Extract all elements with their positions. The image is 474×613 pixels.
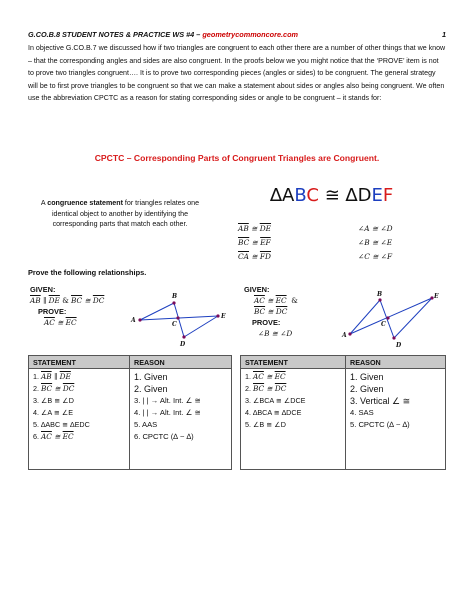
proof1-given [30, 284, 104, 328]
op: ≅ [54, 384, 61, 393]
proof1-diagram [128, 288, 236, 348]
prove-statement: ∠B ≅ ∠D [258, 329, 293, 338]
reason-row: 6. CPCTC (∆ ~ ∆) [134, 432, 194, 441]
seg: $\overline{EC}$ [62, 432, 74, 441]
seg: $\overline{EC}$ [274, 372, 286, 381]
angle-left: ∠A [358, 224, 370, 233]
point-label-c: C [172, 321, 177, 328]
proof1-lines [140, 303, 218, 337]
given-seg: $\overline{AC}$ [254, 296, 265, 305]
reason-row: 2. Given [350, 384, 384, 394]
triangle-symbol: ∆ [270, 185, 283, 206]
vertex-c: C [306, 185, 319, 206]
proof2-diagram [338, 290, 442, 352]
reason-row: 3. Vertical ∠ ≅ [350, 396, 411, 406]
proof1-table [28, 355, 232, 470]
angle-left: ∠B [358, 238, 370, 247]
reason-row: 1. Given [350, 372, 384, 382]
statement-row: 3. ∠BCA ≅ ∠DCE [245, 396, 306, 405]
point-label-c: C [381, 321, 386, 328]
row-num: 6. [33, 432, 39, 441]
seg: $\overline{DE}$ [59, 372, 71, 381]
side-pair-2 [238, 238, 271, 247]
reason-header: REASON [130, 356, 232, 369]
given-seg: $\overline{BC}$ [254, 307, 266, 316]
op: ≅ [54, 432, 61, 441]
op: ≅ [266, 372, 273, 381]
row-num: 1. [33, 372, 39, 381]
proof2-given [244, 284, 298, 339]
seg: $\overline{DC}$ [274, 384, 287, 393]
congruence-post: for triangles relates one identical object to another by identifying the corresponding parts that match each other. [51, 199, 200, 229]
given-seg: $\overline{DC}$ [92, 296, 105, 305]
side-right: $\overline{EF}$ [260, 238, 271, 247]
point-label-d: D [180, 341, 186, 348]
congruent-symbol: ≅ [371, 224, 379, 233]
given-seg: $\overline{EC}$ [275, 296, 287, 305]
reason-row: 1. Given [134, 372, 168, 382]
proof2-lines [350, 298, 432, 338]
side-right: $\overline{DE}$ [259, 224, 272, 233]
congruent-symbol: ≅ [84, 296, 91, 305]
reason-column [346, 369, 446, 470]
parallel-symbol: ∥ [42, 296, 47, 305]
angle-right: ∠F [380, 252, 393, 261]
seg: $\overline{AC}$ [253, 372, 264, 381]
congruent-symbol: ≅ [267, 296, 274, 305]
point-label-d: D [396, 342, 402, 349]
point-label-b: B [377, 291, 383, 298]
reason-row: 2. Given [134, 384, 168, 394]
cpctc-definition: CPCTC – Corresponding Parts of Congruent Triangles are Congruent. [94, 153, 380, 163]
statement-row: 3. ∠B ≅ ∠D [33, 396, 74, 405]
vertex-a: A [282, 185, 295, 206]
congruence-statement-note [40, 198, 200, 230]
point-label-a: A [342, 332, 347, 339]
angle-pair-2 [358, 238, 392, 247]
reason-row: 4. SAS [350, 408, 374, 417]
congruent-symbol: ≅ [372, 252, 379, 261]
point-label-a: A [131, 317, 136, 324]
statement-header: STATEMENT [29, 356, 130, 369]
header-title: G.CO.B.8 STUDENT NOTES & PRACTICE WS #4 – [28, 30, 201, 39]
seg: $\overline{BC}$ [41, 384, 53, 393]
point-label-e: E [221, 313, 226, 320]
congruent-symbol: ≅ [251, 252, 258, 261]
vertex-b: B [294, 185, 307, 206]
congruent-triangle-symbol: ≅ ∆ [319, 185, 358, 206]
angle-left: ∠C [358, 252, 370, 261]
intro-paragraph: In objective G.CO.B.7 we discussed how if two triangles are congruent to each other there are a number of other things that we know – that the corresponding angles and sides are also congruent. In the proofs below we you might notice that the ‘PROVE’ item is not to prove two triangles congruent…. It is to prove two corresponding pieces (angles or sides) to be congruent. The general strategy will be to first prove triangles to be congruent so that we can make a statement about sides or angles also being congruent. We often use the abbreviation CPCTC as a reason for stating corresponding sides or angle to be congruent – it stands for: [28, 44, 446, 103]
seg: $\overline{DC}$ [62, 384, 75, 393]
angle-pair-3 [358, 252, 392, 261]
reason-row: 4. | | → Alt. Int. ∠ ≅ [134, 408, 201, 417]
triangle-congruence-statement [270, 185, 393, 206]
statement-row: 5. ∠B ≅ ∠D [245, 420, 286, 429]
congruent-symbol: ≅ [371, 238, 379, 247]
statement-row [33, 371, 125, 383]
reason-header: REASON [346, 356, 446, 369]
row-num: 2. [245, 384, 251, 393]
op: ≅ [266, 384, 273, 393]
statement-column [29, 369, 130, 470]
vertex-e: E [371, 185, 383, 206]
given-seg: $\overline{BC}$ [71, 296, 83, 305]
reason-row: 5. AAS [134, 420, 158, 429]
side-left: $\overline{CA}$ [238, 252, 249, 261]
page-number: 1 [441, 30, 446, 39]
statement-row [245, 383, 341, 395]
side-pair-3 [238, 252, 271, 261]
header-site-link[interactable]: geometrycommoncore.com [202, 30, 299, 39]
statement-row [33, 383, 125, 395]
prove-seg: $\overline{EC}$ [65, 318, 77, 327]
prove-section-title: Prove the following relationships. [28, 268, 147, 277]
prove-label: PROVE: [252, 318, 281, 327]
and-symbol: & [62, 296, 69, 305]
side-right: $\overline{FD}$ [259, 252, 271, 261]
point-label-e: E [434, 293, 439, 300]
vertex-d: D [357, 185, 372, 206]
congruence-bold-term: congruence statement [47, 199, 123, 207]
statement-column [241, 369, 346, 470]
statement-row: 4. ∆BCA ≅ ∆DCE [245, 408, 302, 417]
row-num: 1. [245, 372, 251, 381]
given-seg: $\overline{DE}$ [48, 296, 60, 305]
seg: $\overline{BC}$ [253, 384, 265, 393]
prove-label: PROVE: [38, 307, 67, 316]
point-label-b: B [172, 293, 178, 300]
congruent-symbol: ≅ [251, 238, 258, 247]
angle-pair-1 [358, 224, 393, 233]
reason-row: 3. | | → Alt. Int. ∠ ≅ [134, 396, 201, 405]
page-header [28, 30, 446, 39]
given-seg: $\overline{DC}$ [275, 307, 288, 316]
seg: $\overline{AC}$ [41, 432, 52, 441]
statement-row [33, 431, 125, 443]
reason-row: 5. CPCTC (∆ ~ ∆) [350, 420, 410, 429]
row-num: 2. [33, 384, 39, 393]
congruent-symbol: ≅ [267, 307, 274, 316]
seg: $\overline{AB}$ [41, 372, 52, 381]
prove-seg: $\overline{AC}$ [44, 318, 55, 327]
statement-row: 4. ∠A ≅ ∠E [33, 408, 74, 417]
side-pair-1 [238, 224, 271, 233]
side-left: $\overline{AB}$ [238, 224, 249, 233]
op: ∥ [53, 372, 58, 381]
statement-row: 5. ∆ABC ≅ ∆EDC [33, 420, 90, 429]
given-label: GIVEN: [30, 285, 56, 294]
angle-right: ∠E [380, 238, 393, 247]
proof2-table [240, 355, 446, 470]
given-label: GIVEN: [244, 285, 270, 294]
congruence-pre: A [40, 199, 46, 207]
reason-column [130, 369, 232, 470]
side-left: $\overline{BC}$ [238, 238, 250, 247]
congruent-symbol: ≅ [57, 318, 64, 327]
angle-right: ∠D [380, 224, 393, 233]
vertex-f: F [382, 185, 394, 206]
statement-row [245, 371, 341, 383]
statement-header: STATEMENT [241, 356, 346, 369]
given-seg: $\overline{AB}$ [30, 296, 41, 305]
and-symbol: & [291, 296, 298, 305]
congruent-symbol: ≅ [251, 224, 258, 233]
